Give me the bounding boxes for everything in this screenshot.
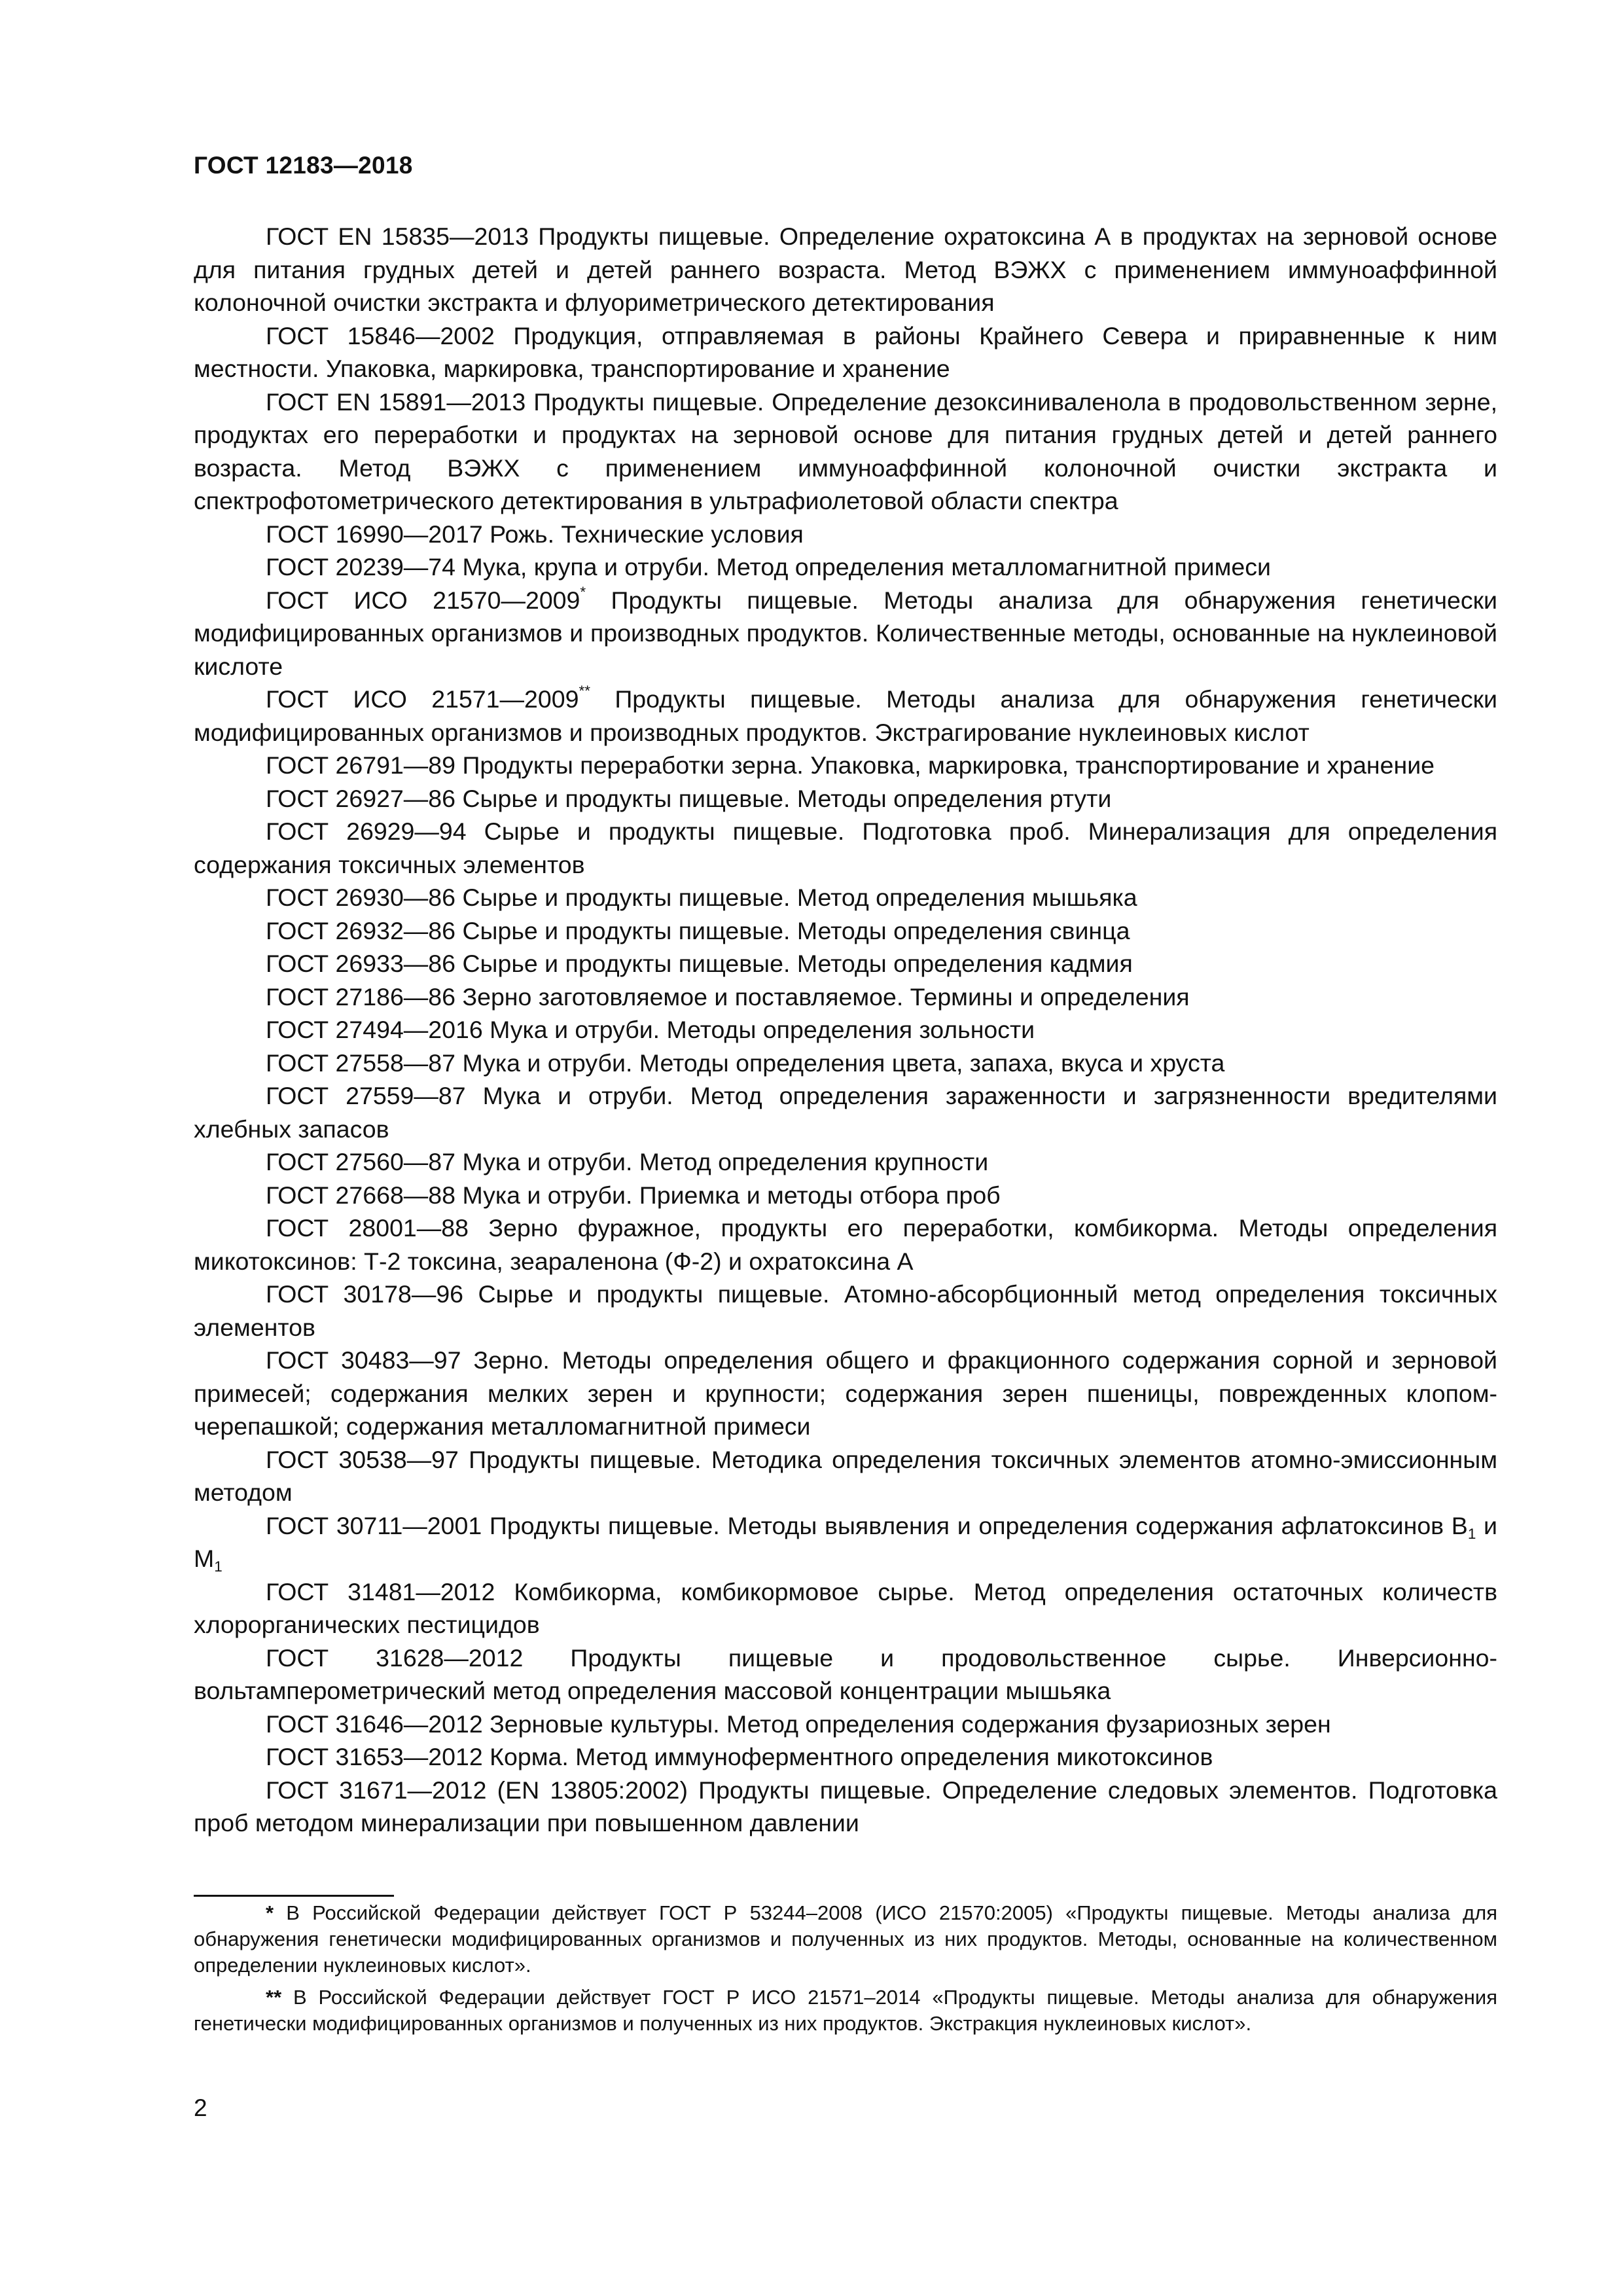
reference-item: ГОСТ 28001—88 Зерно фуражное, продукты его переработки, комбикорма. Методы определения микотоксинов: Т-2 токсина, зеараленона (Ф-2) и охратоксина А [194,1214,1497,1275]
reference-item: ГОСТ 31671—2012 (EN 13805:2002) Продукты пищевые. Определение следовых элементов. Подготовка проб методом минерализации при повышенном давлении [194,1776,1497,1837]
reference-item [194,1509,1497,1575]
reference-rest: Продукты пищевые. Методы анализа для обнаружения генетически модифицированных организмов и производных продуктов. Экстрагирование нуклеиновых кислот [194,685,1497,746]
reference-item: ГОСТ 31646—2012 Зерновые культуры. Метод определения содержания фузариозных зерен [266,1710,1331,1738]
reference-item: ГОСТ 27560—87 Мука и отруби. Метод определения крупности [266,1148,989,1175]
footnotes [194,1900,1497,2043]
footnote-item [194,1984,1497,2037]
standard-designation-header: ГОСТ 12183—2018 [194,152,413,179]
reference-item: ГОСТ 20239—74 Мука, крупа и отруби. Метод определения металломагнитной примеси [266,553,1271,581]
reference-item: ГОСТ 30483—97 Зерно. Методы определения общего и фракционного содержания сорной и зерновой примесей; содержания мелких зерен и крупности; содержания зерен пшеницы, поврежденных клопом-черепашкой; содержания металломагнитной примеси [194,1346,1497,1440]
reference-item: ГОСТ 26932—86 Сырье и продукты пищевые. Методы определения свинца [266,916,1130,944]
footnote-mark: ** [266,1986,282,2009]
reference-lead: ГОСТ 30711—2001 Продукты пищевые. Методы выявления и определения содержания афлатоксинов B [266,1511,1468,1539]
reference-item: ГОСТ 27559—87 Мука и отруби. Метод определения зараженности и загрязненности вредителями хлебных запасов [194,1082,1497,1143]
normative-references-list [194,220,1497,1840]
reference-item: ГОСТ 27668—88 Мука и отруби. Приемка и методы отбора проб [266,1181,1001,1209]
reference-item: ГОСТ 31653—2012 Корма. Метод иммуноферментного определения микотоксинов [266,1743,1213,1770]
reference-item: ГОСТ 26929—94 Сырье и продукты пищевые. Подготовка проб. Минерализация для определения содержания токсичных элементов [194,817,1497,878]
footnote-text: В Российской Федерации действует ГОСТ Р 53244–2008 (ИСО 21570:2005) «Продукты пищевые. Методы анализа для обнаружения генетически модифицированных организмов и полученных из них продуктов. Методы, основанные на количественном определении нуклеиновых кислот». [194,1901,1497,1977]
reference-item: ГОСТ 26927—86 Сырье и продукты пищевые. Методы определения ртути [266,784,1112,812]
reference-item: ГОСТ 26791—89 Продукты переработки зерна. Упаковка, маркировка, транспортирование и хранение [266,751,1435,779]
footnote-mark: * [580,583,586,600]
reference-item: ГОСТ 30538—97 Продукты пищевые. Методика определения токсичных элементов атомно-эмиссионным методом [194,1445,1497,1506]
reference-item: ГОСТ 26930—86 Сырье и продукты пищевые. Метод определения мышьяка [266,884,1137,911]
footnote-item [194,1900,1497,1979]
reference-item: ГОСТ 26933—86 Сырье и продукты пищевые. Методы определения кадмия [266,950,1133,977]
reference-item: ГОСТ 27494—2016 Мука и отруби. Методы определения зольности [266,1016,1035,1043]
reference-item: ГОСТ 16990—2017 Рожь. Технические условия [266,520,804,548]
reference-lead: ГОСТ ИСО 21570—2009 [266,586,580,614]
reference-lead: ГОСТ ИСО 21571—2009 [266,685,579,713]
reference-item: ГОСТ 15846—2002 Продукция, отправляемая в районы Крайнего Севера и приравненные к ним местности. Упаковка, маркировка, транспортирование и хранение [194,321,1497,382]
reference-item [194,683,1497,749]
reference-item: ГОСТ EN 15835—2013 Продукты пищевые. Определение охратоксина А в продуктах на зерновой основе для питания грудных детей и детей раннего возраста. Метод ВЭЖХ с применением иммуноаффинной колоночной очистки экстракта и флуориметрического детектирования [194,223,1497,316]
reference-rest: Продукты пищевые. Методы анализа для обнаружения генетически модифицированных организмов и производных продуктов. Количественные методы, основанные на нуклеиновой кислоте [194,586,1497,680]
footnote-mark: ** [579,683,590,699]
reference-item: ГОСТ 31628—2012 Продукты пищевые и продовольственное сырье. Инверсионно-вольтамперометрический метод определения массовой концентрации мышьяка [194,1643,1497,1704]
footnote-text: В Российской Федерации действует ГОСТ Р ИСО 21571–2014 «Продукты пищевые. Методы анализа для обнаружения генетически модифицированных организмов и полученных из них продуктов. Экстракция нуклеиновых кислот». [194,1986,1497,2035]
subscript: 1 [1467,1525,1476,1542]
footnote-mark: * [266,1901,274,1924]
reference-mid: и M [194,1511,1497,1572]
page-number: 2 [194,2094,207,2121]
reference-item: ГОСТ 31481—2012 Комбикорма, комбикормовое сырье. Метод определения остаточных количеств хлорорганических пестицидов [194,1577,1497,1638]
reference-item: ГОСТ EN 15891—2013 Продукты пищевые. Определение дезоксиниваленола в продовольственном зерне, продуктах его переработки и продуктах на зерновой основе для питания грудных детей и детей раннего возраста. Метод ВЭЖХ с применением иммуноаффинной колоночной очистки экстракта и спектрофотометрического детектирования в ультрафиолетовой области спектра [194,387,1497,514]
reference-item [194,584,1497,683]
reference-item: ГОСТ 30178—96 Сырье и продукты пищевые. Атомно-абсорбционный метод определения токсичных элементов [194,1280,1497,1341]
subscript: 1 [214,1558,223,1575]
footnote-separator [194,1895,394,1897]
reference-item: ГОСТ 27558—87 Мука и отруби. Методы определения цвета, запаха, вкуса и хруста [266,1049,1225,1077]
reference-item: ГОСТ 27186—86 Зерно заготовляемое и поставляемое. Термины и определения [266,982,1190,1011]
